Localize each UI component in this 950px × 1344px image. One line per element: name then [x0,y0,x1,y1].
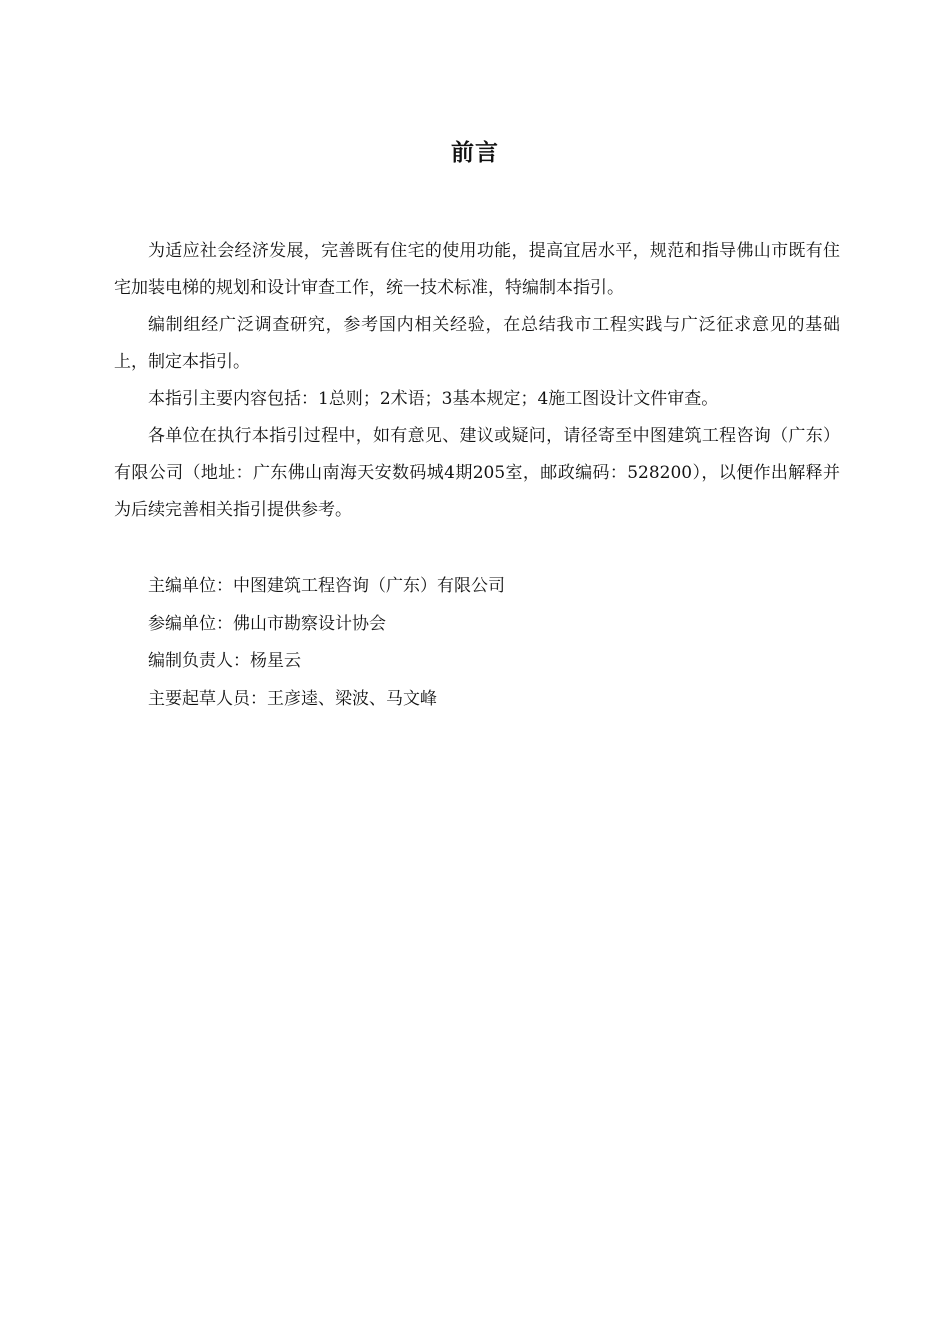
credit-chief-editor-unit: 主编单位：中图建筑工程咨询（广东）有限公司 [148,576,505,596]
page-title: 前言 [451,139,499,166]
credit-responsible-person: 编制负责人：杨星云 [148,651,301,671]
preface-paragraph-purpose: 为适应社会经济发展，完善既有住宅的使用功能，提高宜居水平，规范和指导佛山市既有住宅加装电梯的规划和设计审查工作，统一技术标准，特编制本指引。 [114,241,840,298]
preface-paragraph-contents: 本指引主要内容包括：1总则；2术语；3基本规定；4施工图设计文件审查。 [148,389,719,409]
preface-body [114,233,840,529]
credits-block [114,568,840,718]
preface-paragraph-feedback: 各单位在执行本指引过程中，如有意见、建议或疑问，请径寄至中图建筑工程咨询（广东）有限公司（地址：广东佛山南海天安数码城4期205室，邮政编码：528200），以便作出解释并为后续完善相关指引提供参考。 [114,426,840,520]
preface-paragraph-process: 编制组经广泛调查研究，参考国内相关经验，在总结我市工程实践与广泛征求意见的基础上，制定本指引。 [114,315,840,372]
credit-participating-unit: 参编单位：佛山市勘察设计协会 [148,613,386,634]
credit-main-drafters: 主要起草人员：王彦逵、梁波、马文峰 [148,688,437,709]
